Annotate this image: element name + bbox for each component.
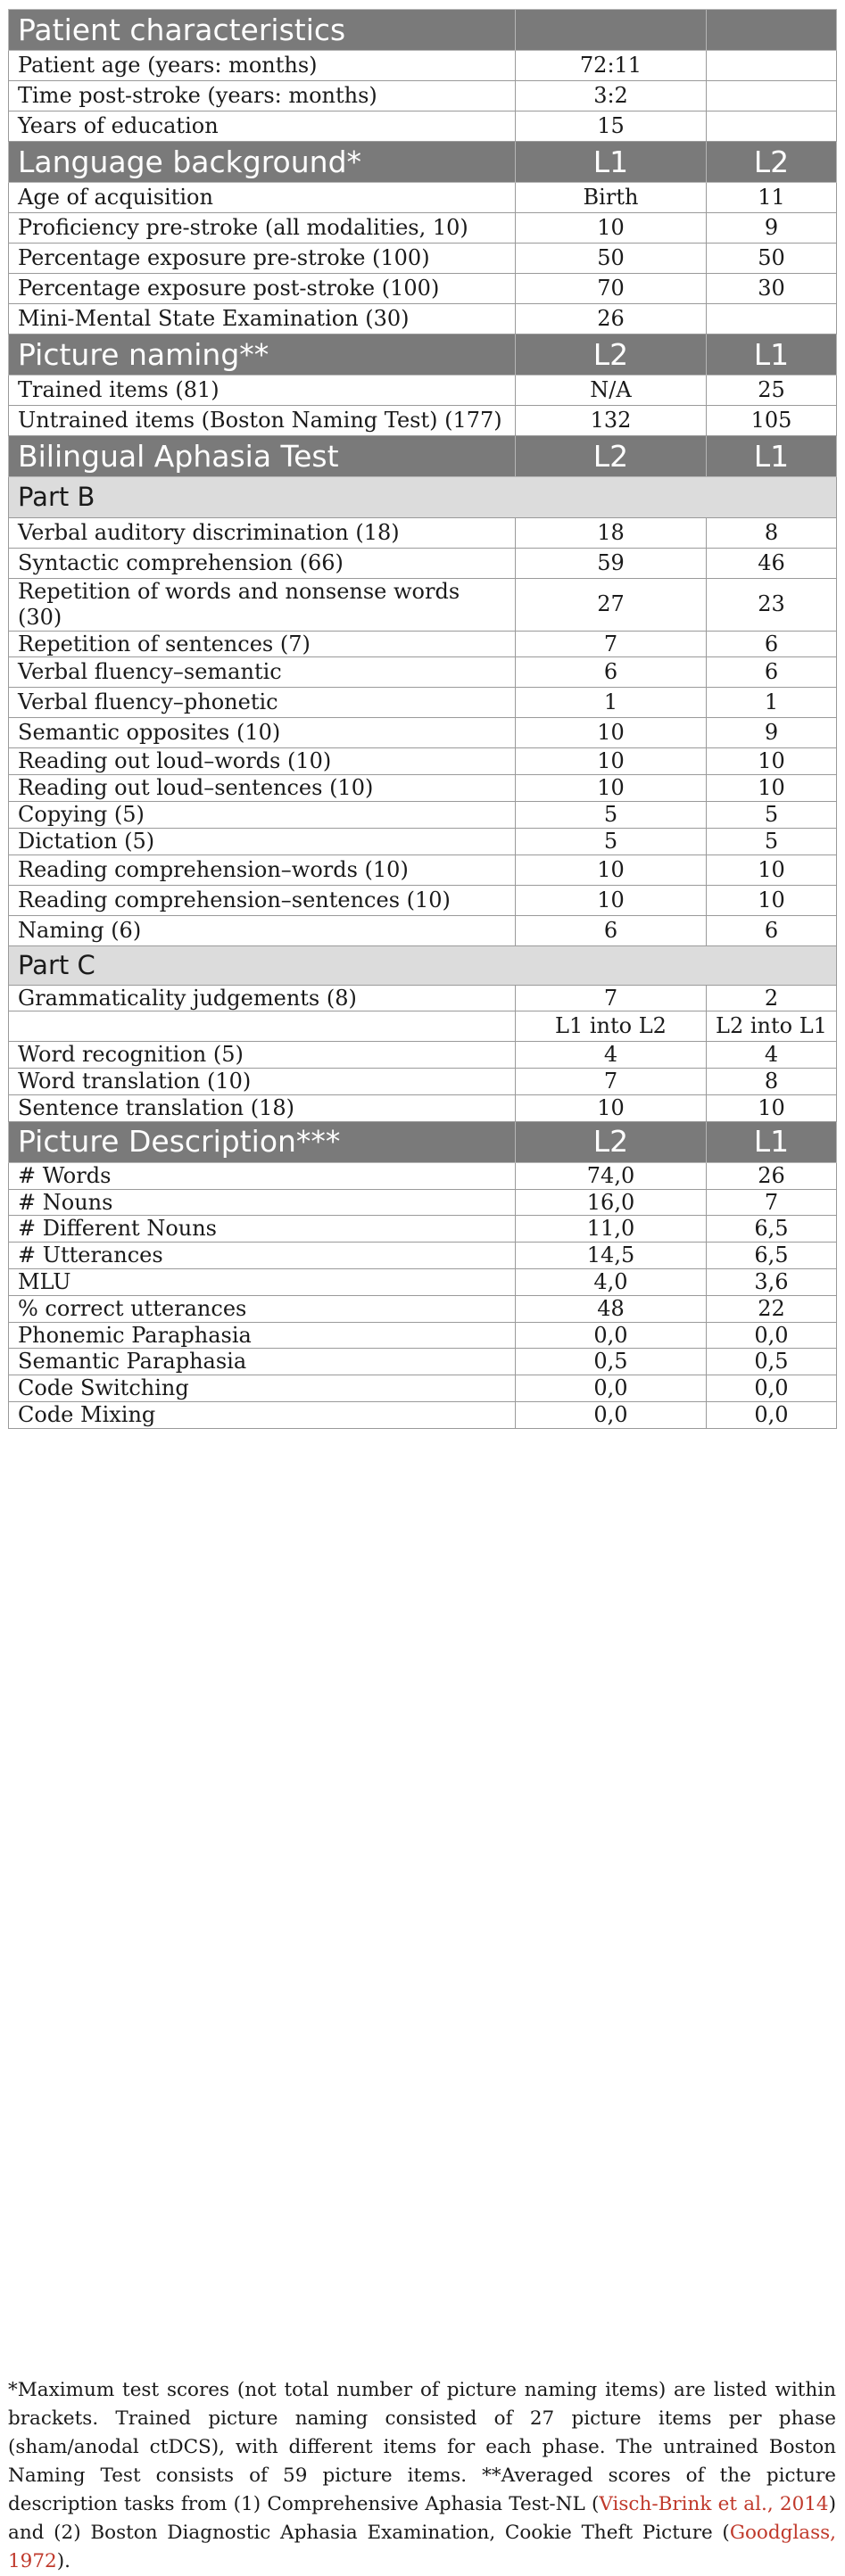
row-label: Verbal auditory discrimination (18) [9, 518, 516, 549]
row-value-2: 9 [707, 213, 837, 244]
table-row [9, 1268, 837, 1295]
table-row [9, 828, 837, 855]
row-value-2: 26 [707, 1162, 837, 1189]
row-value-2: 10 [707, 855, 837, 885]
row-label: # Words [9, 1162, 516, 1189]
row-value-1: 10 [516, 748, 707, 775]
table-row [9, 775, 837, 802]
row-value-1: 15 [516, 111, 707, 142]
row-value-2: 6 [707, 631, 837, 657]
table-row [9, 631, 837, 657]
row-value-2: 2 [707, 985, 837, 1011]
table-row [9, 81, 837, 111]
table-row [9, 1189, 837, 1216]
row-value-1: 14,5 [516, 1243, 707, 1269]
row-label: # Nouns [9, 1189, 516, 1216]
row-value-2: 6 [707, 915, 837, 945]
row-value-1: 4 [516, 1042, 707, 1069]
row-label: # Utterances [9, 1243, 516, 1269]
table-row [9, 1094, 837, 1121]
row-value-2: 9 [707, 718, 837, 748]
table-row [9, 579, 837, 632]
subsection-label: Part B [9, 477, 837, 518]
reference-link-goodglass[interactable]: Goodglass, 1972 [8, 2522, 836, 2572]
row-value-1: 5 [516, 801, 707, 828]
table-row [9, 51, 837, 81]
row-label: # Different Nouns [9, 1216, 516, 1243]
row-value-2: 0,0 [707, 1375, 837, 1402]
footnote-text-3: ). [56, 2550, 70, 2572]
row-label: Repetition of words and nonsense words (30) [9, 579, 516, 632]
row-label: Word translation (10) [9, 1069, 516, 1095]
section-header-row [9, 10, 837, 51]
row-value-1: Birth [516, 183, 707, 213]
section-title: Picture naming** [9, 334, 516, 376]
row-value-1: 0,0 [516, 1401, 707, 1428]
table-row [9, 274, 837, 304]
row-value-2: 8 [707, 518, 837, 549]
row-value-2: 6 [707, 657, 837, 688]
column-header-1: L1 [516, 142, 707, 183]
row-value-2: 50 [707, 244, 837, 274]
row-value-1: 10 [516, 885, 707, 915]
table-row [9, 304, 837, 334]
row-label: Sentence translation (18) [9, 1094, 516, 1121]
table-row [9, 1349, 837, 1375]
row-value-1: 0,0 [516, 1375, 707, 1402]
row-value-1: 1 [516, 688, 707, 718]
table-row [9, 183, 837, 213]
row-value-1: 10 [516, 213, 707, 244]
row-value-2: 1 [707, 688, 837, 718]
table-row [9, 1295, 837, 1322]
row-label: Untrained items (Boston Naming Test) (177) [9, 406, 516, 436]
row-label: Proficiency pre-stroke (all modalities, 10) [9, 213, 516, 244]
row-label: Copying (5) [9, 801, 516, 828]
row-label: Verbal fluency–semantic [9, 657, 516, 688]
column-header-1: L2 [516, 334, 707, 376]
row-label: Trained items (81) [9, 376, 516, 406]
row-value-2: 30 [707, 274, 837, 304]
row-label: Syntactic comprehension (66) [9, 549, 516, 579]
table-row [9, 1375, 837, 1402]
table-row [9, 1042, 837, 1069]
row-value-2: 6,5 [707, 1216, 837, 1243]
table-row [9, 1243, 837, 1269]
row-value-1: 132 [516, 406, 707, 436]
row-value-2: 6,5 [707, 1243, 837, 1269]
table-row [9, 406, 837, 436]
column-header-2: L1 [707, 1121, 837, 1162]
row-value-1: 70 [516, 274, 707, 304]
row-value-2: 0,0 [707, 1322, 837, 1349]
row-value-2 [707, 304, 837, 334]
row-value-1: 6 [516, 915, 707, 945]
row-label: Years of education [9, 111, 516, 142]
row-value-1: 7 [516, 1069, 707, 1095]
column-header-1: L2 [516, 436, 707, 477]
row-value-1: 6 [516, 657, 707, 688]
row-value-1: 16,0 [516, 1189, 707, 1216]
table-row [9, 1011, 837, 1042]
row-value-2: 23 [707, 579, 837, 632]
row-label: Percentage exposure post-stroke (100) [9, 274, 516, 304]
row-value-2: 0,0 [707, 1401, 837, 1428]
row-label [9, 1011, 516, 1042]
row-value-2: 11 [707, 183, 837, 213]
table-row [9, 213, 837, 244]
row-label: Code Mixing [9, 1401, 516, 1428]
row-value-2: 10 [707, 1094, 837, 1121]
section-header-row [9, 334, 837, 376]
row-value-2: 7 [707, 1189, 837, 1216]
table-row [9, 244, 837, 274]
row-value-2: 46 [707, 549, 837, 579]
row-label: Verbal fluency–phonetic [9, 688, 516, 718]
row-value-1: 4,0 [516, 1268, 707, 1295]
table-row [9, 657, 837, 688]
reference-link-visch-brink[interactable]: Visch-Brink et al., 2014 [599, 2493, 829, 2515]
row-label: Time post-stroke (years: months) [9, 81, 516, 111]
section-title: Bilingual Aphasia Test [9, 436, 516, 477]
row-value-1: 26 [516, 304, 707, 334]
row-label: Repetition of sentences (7) [9, 631, 516, 657]
row-value-1: 18 [516, 518, 707, 549]
row-value-1: 5 [516, 828, 707, 855]
table-row [9, 376, 837, 406]
row-value-2 [707, 51, 837, 81]
column-header-2: L1 [707, 334, 837, 376]
row-value-2: 10 [707, 748, 837, 775]
table-row [9, 549, 837, 579]
row-value-1: N/A [516, 376, 707, 406]
row-value-2: L2 into L1 [707, 1011, 837, 1042]
row-value-1: 10 [516, 718, 707, 748]
column-header-1 [516, 10, 707, 51]
patient-data-table [8, 9, 837, 1429]
row-label: Naming (6) [9, 915, 516, 945]
subsection-row [9, 477, 837, 518]
column-header-2: L2 [707, 142, 837, 183]
column-header-2: L1 [707, 436, 837, 477]
row-value-2: 0,5 [707, 1349, 837, 1375]
table-row [9, 1069, 837, 1095]
row-value-2 [707, 81, 837, 111]
column-header-2 [707, 10, 837, 51]
row-value-1: L1 into L2 [516, 1011, 707, 1042]
column-header-1: L2 [516, 1121, 707, 1162]
row-value-2: 105 [707, 406, 837, 436]
table-row [9, 748, 837, 775]
row-value-1: 50 [516, 244, 707, 274]
row-value-1: 3:2 [516, 81, 707, 111]
row-value-2: 25 [707, 376, 837, 406]
row-value-1: 7 [516, 985, 707, 1011]
row-value-2: 4 [707, 1042, 837, 1069]
row-label: % correct utterances [9, 1295, 516, 1322]
row-label: Semantic Paraphasia [9, 1349, 516, 1375]
row-value-1: 72:11 [516, 51, 707, 81]
table-row [9, 801, 837, 828]
row-value-2: 5 [707, 801, 837, 828]
row-value-1: 59 [516, 549, 707, 579]
table-footnote [8, 2376, 836, 2576]
table-row [9, 1322, 837, 1349]
section-header-row [9, 142, 837, 183]
row-label: Phonemic Paraphasia [9, 1322, 516, 1349]
row-value-2: 22 [707, 1295, 837, 1322]
row-value-1: 10 [516, 775, 707, 802]
row-label: Word recognition (5) [9, 1042, 516, 1069]
table-row [9, 518, 837, 549]
section-header-row [9, 436, 837, 477]
footnote-text-2: ) and (2) Boston Diagnostic Aphasia Examination, Cookie Theft Picture ( [8, 2493, 837, 2544]
table-row [9, 985, 837, 1011]
row-label: Grammaticality judgements (8) [9, 985, 516, 1011]
subsection-label: Part C [9, 945, 837, 985]
footnote-text-1: *Maximum test scores (not total number of picture naming items) are listed within brackets. Trained picture naming consisted of 27 picture items per phase (sham/anodal ctDCS), with different items for each phase. The untrained Boston Naming Test consists of 59 picture items. **Averaged scores of the picture description tasks from (1) Comprehensive Aphasia Test-NL ( [8, 2379, 836, 2515]
row-value-1: 74,0 [516, 1162, 707, 1189]
table-row [9, 885, 837, 915]
row-label: Patient age (years: months) [9, 51, 516, 81]
subsection-row [9, 945, 837, 985]
row-label: Mini-Mental State Examination (30) [9, 304, 516, 334]
row-label: Reading out loud–sentences (10) [9, 775, 516, 802]
table-row [9, 855, 837, 885]
row-value-1: 7 [516, 631, 707, 657]
row-value-1: 11,0 [516, 1216, 707, 1243]
row-label: Percentage exposure pre-stroke (100) [9, 244, 516, 274]
table-row [9, 1401, 837, 1428]
row-label: MLU [9, 1268, 516, 1295]
row-value-2: 3,6 [707, 1268, 837, 1295]
section-title: Picture Description*** [9, 1121, 516, 1162]
row-value-1: 48 [516, 1295, 707, 1322]
row-value-2: 10 [707, 885, 837, 915]
row-value-2 [707, 111, 837, 142]
row-label: Reading comprehension–words (10) [9, 855, 516, 885]
row-label: Reading comprehension–sentences (10) [9, 885, 516, 915]
row-value-2: 8 [707, 1069, 837, 1095]
row-value-1: 0,5 [516, 1349, 707, 1375]
table-row [9, 688, 837, 718]
table-row [9, 718, 837, 748]
row-value-1: 27 [516, 579, 707, 632]
row-label: Code Switching [9, 1375, 516, 1402]
section-title: Language background* [9, 142, 516, 183]
row-value-2: 10 [707, 775, 837, 802]
table-row [9, 111, 837, 142]
section-title: Patient characteristics [9, 10, 516, 51]
table-row [9, 915, 837, 945]
row-value-2: 5 [707, 828, 837, 855]
section-header-row [9, 1121, 837, 1162]
row-label: Age of acquisition [9, 183, 516, 213]
row-label: Dictation (5) [9, 828, 516, 855]
row-label: Reading out loud–words (10) [9, 748, 516, 775]
row-value-1: 10 [516, 1094, 707, 1121]
row-label: Semantic opposites (10) [9, 718, 516, 748]
row-value-1: 10 [516, 855, 707, 885]
table-row [9, 1162, 837, 1189]
table-row [9, 1216, 837, 1243]
row-value-1: 0,0 [516, 1322, 707, 1349]
